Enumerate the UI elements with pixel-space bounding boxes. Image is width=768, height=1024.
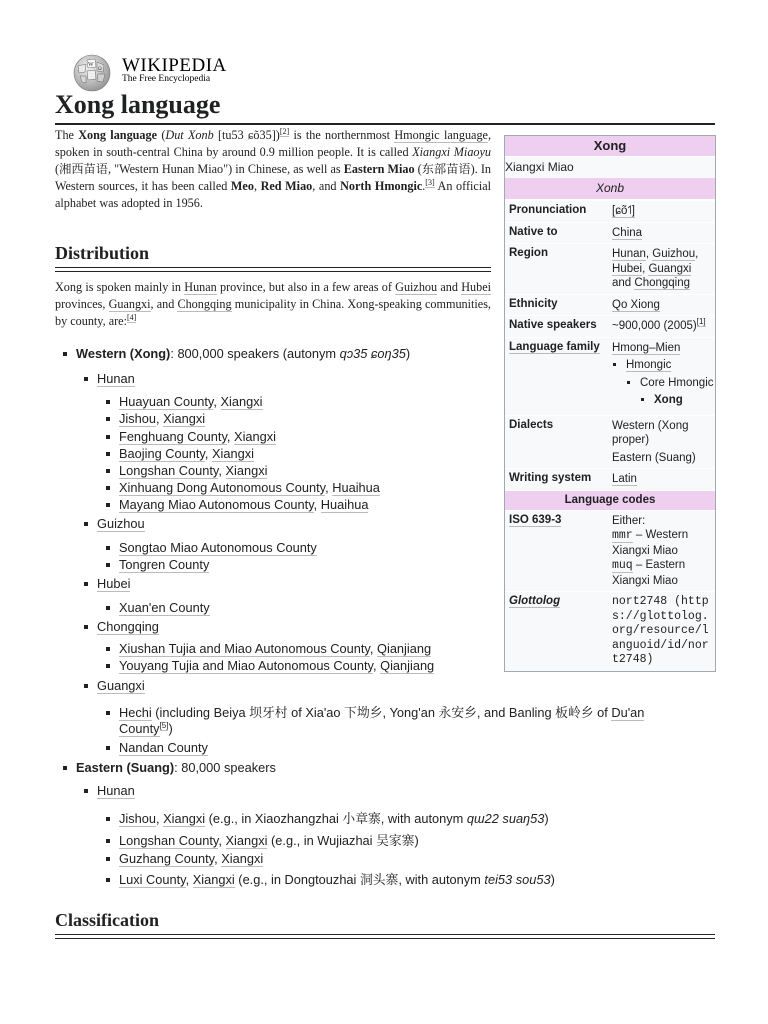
list-item — [119, 740, 208, 756]
county-link[interactable]: Xuan'en County — [119, 600, 210, 615]
sep: , — [325, 480, 333, 495]
prefecture-link[interactable]: Xiangxi — [163, 411, 206, 426]
list-item — [119, 705, 679, 737]
alt-name: North Hmongic — [340, 179, 423, 193]
guizhou-link[interactable]: Guizhou — [395, 280, 438, 294]
dialect-item: Western (Xong proper) — [612, 419, 689, 446]
language-codes-header: Language codes — [505, 490, 715, 510]
list-text: (e.g., in Xiaozhangzhai 小章寨, with autonym — [205, 811, 467, 826]
title-divider — [55, 123, 715, 125]
infobox — [504, 135, 716, 672]
hunan-link[interactable]: Hunan — [97, 783, 135, 798]
page-title: Xong language — [55, 90, 221, 119]
alt-name: Eastern Miao — [343, 162, 415, 176]
ref-link[interactable]: [5] — [159, 720, 169, 730]
language-name: Xong language — [78, 128, 158, 142]
sep: , — [218, 833, 226, 848]
dist-text: Xong is spoken mainly in — [55, 280, 185, 294]
infobox-row-writing — [505, 468, 715, 490]
county-link[interactable]: Longshan County — [119, 463, 219, 478]
autonym: tei53 sou53 — [484, 872, 551, 887]
sep: , — [185, 872, 193, 887]
list-item-guizhou — [97, 516, 145, 532]
dialect-name: Western (Xong) — [76, 346, 171, 361]
svg-text:W: W — [88, 62, 94, 68]
county-link[interactable]: Luxi County — [119, 872, 186, 887]
prefecture-link[interactable]: Huaihua — [332, 480, 380, 495]
region-link[interactable]: Hunan — [612, 248, 646, 260]
hunan-link[interactable]: Hunan — [184, 280, 217, 294]
infobox-key: Writing system — [509, 472, 592, 484]
county-link[interactable]: Songtao Miao Autonomous County — [119, 540, 317, 555]
infobox-row-glottolog — [505, 591, 715, 671]
autonym: qɯ22 suaŋ53 — [466, 811, 545, 826]
county-link[interactable]: Nandan County — [119, 740, 208, 755]
sep: , — [204, 446, 212, 461]
list-text: (e.g., in Wujiazhai 吴家寨) — [267, 833, 419, 848]
list-item — [119, 557, 209, 573]
distribution-paragraph — [55, 279, 491, 330]
glottolog-code: nort2748 (https://glottolog.org/resource/languoid/id/nort2748) — [612, 595, 709, 666]
list-item — [119, 833, 419, 849]
sep: , — [372, 658, 381, 673]
intro-text: An official alphabet was adopted in 1956. — [55, 179, 492, 210]
prefecture-link[interactable]: Xiangxi — [220, 394, 263, 409]
list-item — [119, 600, 210, 616]
county-link[interactable]: Youyang Tujia and Miao Autonomous County — [119, 658, 373, 673]
infobox-row-pronunciation — [505, 200, 715, 222]
wikipedia-globe-icon — [70, 52, 114, 92]
infobox-subtitle: Xiangxi Miao — [505, 160, 574, 174]
prefecture-link[interactable]: Xiangxi — [225, 463, 268, 478]
language-family-link[interactable]: Language family — [509, 340, 600, 353]
infobox-title: Xong — [593, 138, 627, 153]
section-heading-classification: Classification — [55, 910, 160, 930]
list-item — [119, 540, 317, 556]
prefecture-link[interactable]: Xiangxi — [192, 872, 235, 887]
county-link[interactable]: Mayang Miao Autonomous County — [119, 497, 314, 512]
sep: , — [369, 641, 378, 656]
list-text: ) — [544, 811, 549, 826]
list-text: (e.g., in Dongtouzhai 洞头寨, with autonym — [234, 872, 485, 887]
wikipedia-logo[interactable] — [70, 52, 230, 92]
prefecture-link[interactable]: Xiangxi — [211, 446, 254, 461]
intro-text: , spoken in south-central China by around 0.9 million people. It is called — [55, 128, 492, 159]
region-link[interactable]: Guangxi — [648, 262, 692, 275]
infobox-text: – Western Xiangxi Miao — [612, 529, 689, 557]
prefecture-link[interactable]: Huaihua — [320, 497, 369, 512]
county-link[interactable]: Hechi — [119, 705, 152, 720]
list-item — [119, 872, 555, 888]
section-divider — [55, 934, 715, 939]
guangxi-link[interactable]: Guangxi — [108, 297, 151, 311]
county-link[interactable]: Longshan County — [119, 833, 219, 848]
infobox-native-name: Xonb — [505, 178, 715, 200]
county-link[interactable]: Tongren County — [119, 557, 210, 572]
infobox-key: Pronunciation — [509, 204, 587, 216]
list-item — [119, 851, 263, 867]
list-item — [119, 429, 276, 445]
list-item — [119, 446, 254, 462]
infobox-row-native-to — [505, 222, 715, 244]
county-link[interactable]: Jishou — [119, 811, 156, 826]
dialect-item: Eastern (Suang) — [612, 451, 696, 464]
region-link[interactable]: Guizhou — [652, 248, 696, 260]
chinese-name: Xiangxi Miaoyu — [412, 145, 492, 159]
sep: , — [214, 851, 222, 866]
intro-text: (湘西苗语, "Western Hunan Miao") in Chinese, as well as — [55, 162, 344, 176]
dialect-name: Eastern (Suang) — [76, 760, 175, 775]
infobox-row-family — [505, 337, 715, 415]
prefecture-link[interactable]: Qianjiang — [377, 641, 432, 656]
list-text: (including Beiya 坝牙村 of Xia'ao 下坳乡, Yong'an 永安乡, and Banling 板岭乡 of — [151, 705, 612, 720]
iso-code-link[interactable]: mmr — [612, 529, 633, 542]
sep: , — [226, 429, 235, 444]
list-item-chongqing — [97, 619, 159, 635]
list-item-eastern — [76, 760, 276, 776]
list-text: ) — [550, 872, 555, 887]
infobox-key: Region — [509, 247, 548, 259]
list-item-western — [76, 346, 410, 362]
county-link[interactable]: Xiushan Tujia and Miao Autonomous County — [119, 641, 370, 656]
infobox-row-iso — [505, 510, 715, 592]
hubei-link[interactable]: Hubei — [461, 280, 491, 294]
prefecture-link[interactable]: Xiangxi — [163, 811, 206, 826]
list-item — [119, 658, 434, 674]
wikipedia-wordmark: WIKIPEDIA — [122, 55, 227, 76]
intro-text: ( — [157, 128, 166, 142]
sep: , — [218, 463, 226, 478]
svg-text:Ω: Ω — [98, 67, 102, 72]
county-link[interactable]: Fenghuang County — [119, 429, 227, 444]
list-item — [119, 641, 431, 657]
infobox-key: Dialects — [509, 418, 554, 431]
county-link[interactable]: Xinhuang Dong Autonomous County — [119, 480, 326, 495]
intro-text: (东部苗语). In Western sources, it has been called — [55, 162, 491, 193]
county-link[interactable]: Huayuan County — [119, 394, 214, 409]
infobox-key: Native speakers — [509, 319, 597, 331]
native-name: Dut Xonb — [165, 128, 214, 142]
dist-text: , and — [150, 297, 178, 311]
ethnicity-link[interactable]: Qo Xiong — [612, 298, 660, 311]
hmongic-link[interactable]: Hmongic language — [394, 128, 488, 142]
intro-text: is the northernmost — [289, 128, 395, 142]
prefecture-link[interactable]: Qianjiang — [380, 658, 435, 673]
family-item-current: Xong — [654, 394, 683, 406]
chongqing-link[interactable]: Chongqing — [97, 619, 159, 634]
family-link[interactable]: Hmong–Mien — [612, 341, 681, 354]
dist-text: municipality in China. Xong-speaking communities, by county, are: — [55, 297, 491, 328]
infobox-row-region: Region Hunan, Guizhou, Hubei, Guangxi and Chongqing — [505, 243, 715, 294]
iso-code-link[interactable]: muq — [612, 559, 633, 572]
hunan-link[interactable]: Hunan — [97, 371, 135, 386]
pronunciation-link[interactable]: [ɕõ˦˥] — [612, 205, 635, 217]
autonym: qɔ35 ɕoŋ35 — [339, 346, 406, 361]
county-link[interactable]: Du'an County — [119, 705, 645, 736]
intro-paragraph: The Xong language (Dut Xonb [tu53 ɕõ35])[2] is the northernmost Hmongic language, spoken in south-central China by around 0.9 million people. It is called Xiangxi Miaoyu (湘西苗语, "Western Hunan Miao") in Chinese, as well as Eastern Miao (东部苗语). In Western sources, it has been called Meo, Red Miao, and North Hmongic.[3] An official alphabet was adopted in 1956. — [55, 126, 492, 210]
family-tree — [612, 358, 715, 408]
family-item: Core Hmongic — [640, 376, 714, 389]
section-heading-distribution: Distribution — [55, 243, 150, 263]
dist-text: province, but also in a few areas of — [216, 280, 396, 294]
list-item-hunan — [97, 783, 135, 799]
alt-name: Red Miao — [260, 179, 313, 193]
list-text: : 800,000 speakers (autonym — [170, 346, 340, 361]
china-link[interactable]: China — [612, 226, 643, 239]
iso-link[interactable]: ISO 639-3 — [509, 513, 562, 526]
prefecture-link[interactable]: Xiangxi — [225, 833, 268, 848]
list-item-hubei — [97, 576, 130, 592]
infobox-key: Native to — [509, 225, 558, 238]
county-link[interactable]: Guzhang County — [119, 851, 215, 866]
infobox-row-ethnicity — [505, 294, 715, 316]
list-item — [119, 394, 263, 410]
speakers-value: ~900,000 (2005) — [612, 320, 697, 332]
list-item-hunan — [97, 371, 135, 387]
list-item — [119, 411, 205, 427]
infobox-key: Ethnicity — [509, 297, 558, 310]
intro-text: [tu53 ɕõ35]) — [213, 128, 280, 142]
ref-link[interactable]: [1] — [696, 317, 706, 327]
list-text: : 80,000 speakers — [174, 760, 276, 775]
list-text: ) — [405, 346, 411, 361]
guizhou-link[interactable]: Guizhou — [97, 516, 145, 531]
hubei-link[interactable]: Hubei — [97, 576, 131, 591]
prefecture-link[interactable]: Xiangxi — [234, 429, 277, 444]
intro-text: , and — [312, 179, 341, 193]
infobox-text: and — [612, 277, 635, 289]
infobox-row-speakers — [505, 315, 715, 337]
region-link[interactable]: Chongqing — [634, 277, 691, 289]
list-item — [119, 497, 368, 513]
ref-link[interactable]: [2] — [279, 126, 290, 136]
glottolog-link[interactable]: Glottolog — [509, 595, 561, 607]
dist-text: and — [437, 280, 462, 294]
intro-text: The — [55, 128, 79, 142]
alt-name: Meo — [230, 179, 254, 193]
prefecture-link[interactable]: Xiangxi — [221, 851, 264, 866]
family-link[interactable]: Hmongic — [626, 359, 672, 371]
dist-text: provinces, — [55, 297, 109, 311]
ref-link[interactable]: [3] — [425, 177, 435, 187]
writing-system-link[interactable]: Latin — [612, 473, 637, 485]
infobox-text: Either: — [612, 514, 646, 527]
intro-text: , — [253, 179, 261, 193]
chongqing-link[interactable]: Chongqing — [177, 297, 232, 311]
wikipedia-tagline: The Free Encyclopedia — [122, 74, 211, 84]
list-item — [119, 811, 549, 827]
infobox-row-dialects — [505, 415, 715, 469]
sep: , — [156, 811, 164, 826]
sep: , — [213, 394, 221, 409]
list-text: ) — [168, 721, 173, 736]
sep: , — [156, 411, 164, 426]
county-link[interactable]: Baojing County — [119, 446, 205, 461]
list-item — [119, 480, 380, 496]
list-item-guangxi — [97, 678, 145, 694]
region-link[interactable]: Hubei — [612, 262, 643, 275]
sep: , — [313, 497, 321, 512]
infobox-text: – Eastern Xiangxi Miao — [612, 559, 686, 587]
guangxi-link[interactable]: Guangxi — [97, 678, 145, 693]
county-link[interactable]: Jishou — [119, 411, 156, 426]
section-divider — [55, 267, 491, 272]
ref-link[interactable]: [4] — [126, 312, 137, 322]
infobox-header — [505, 136, 715, 157]
list-item — [119, 463, 267, 479]
